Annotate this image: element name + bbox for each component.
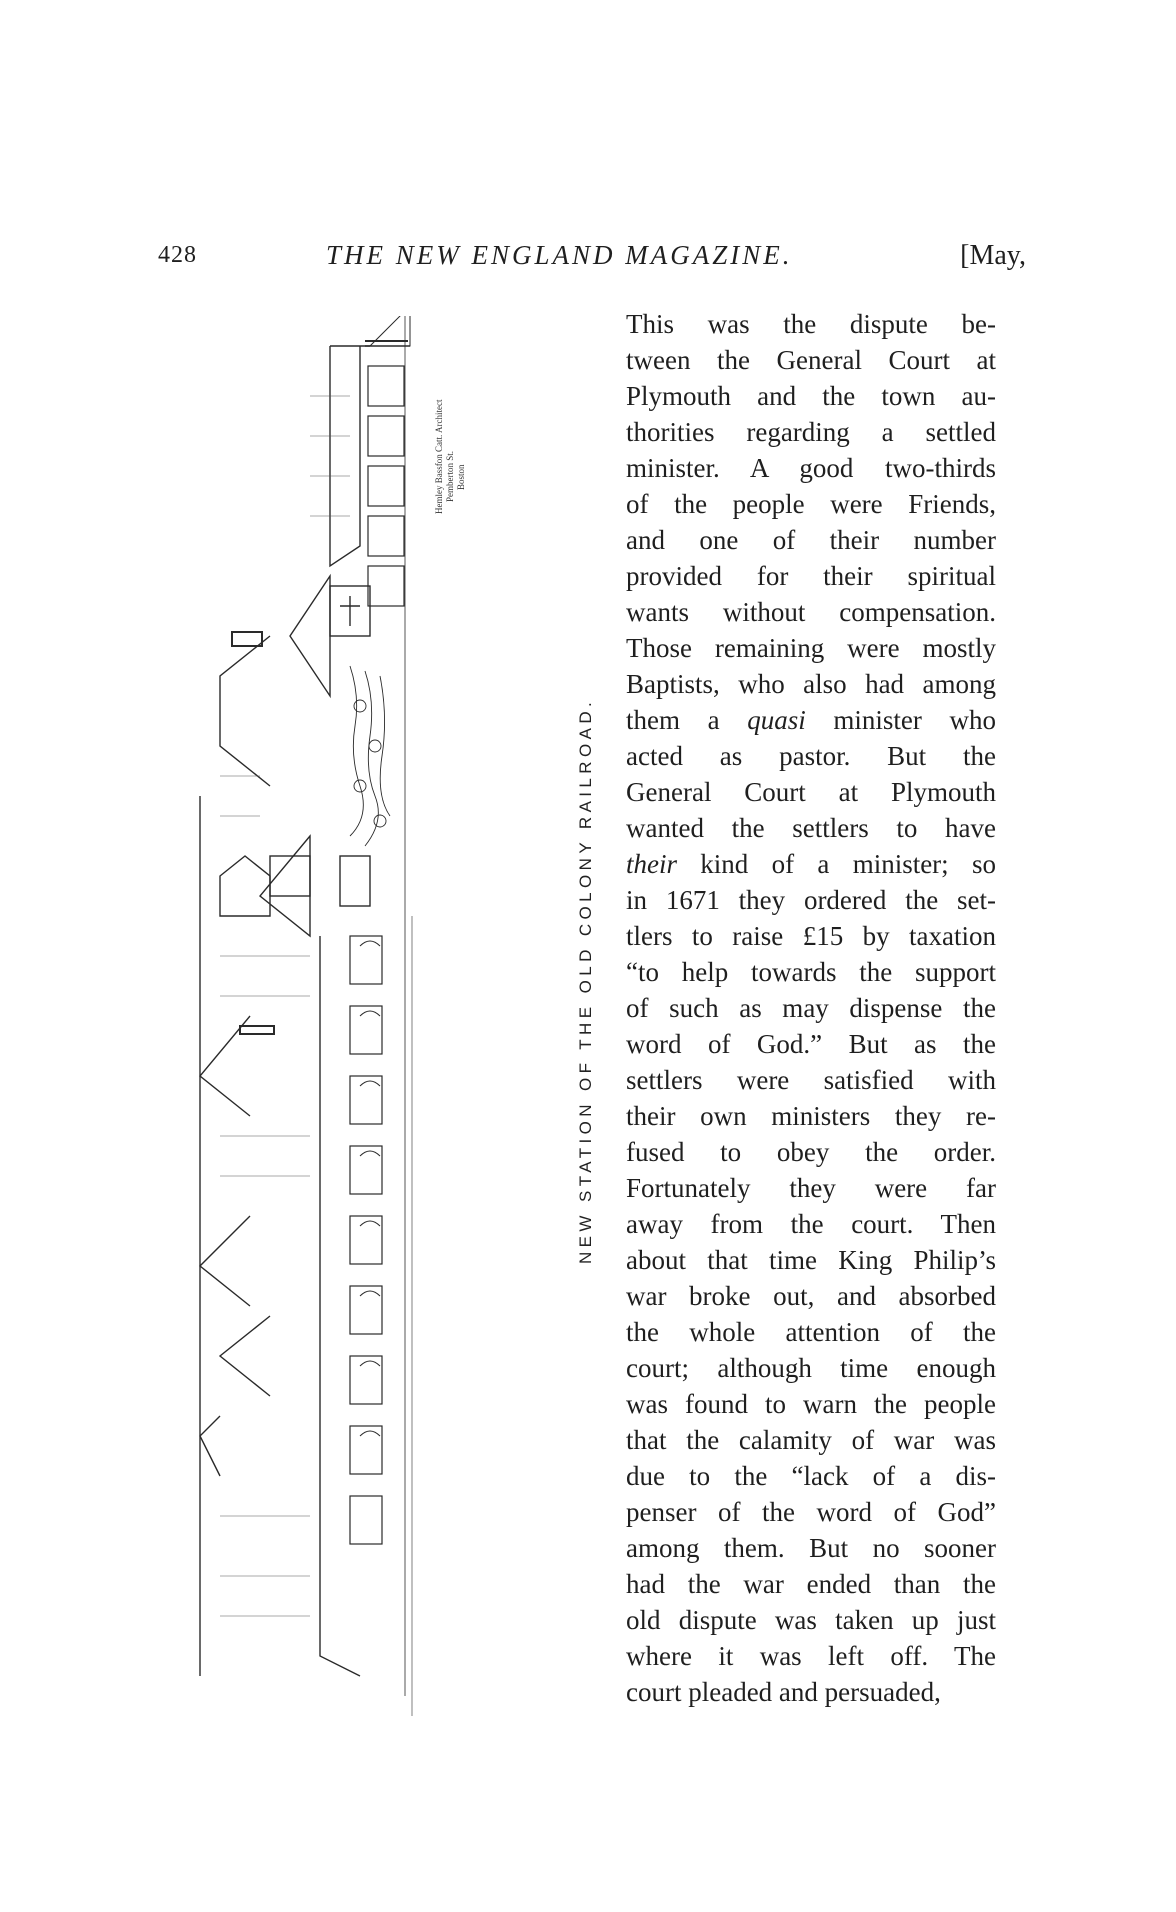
body-text-segment: about that time King Philip’s xyxy=(626,1245,996,1275)
body-text-segment: them a xyxy=(626,705,748,735)
body-text-line xyxy=(626,882,996,918)
engraving-credit-line-3: Boston xyxy=(456,464,466,490)
body-text-segment: due to the “lack of a dis- xyxy=(626,1461,996,1491)
body-text-line xyxy=(626,1098,996,1134)
body-text-segment: Plymouth and the town au- xyxy=(626,381,996,411)
body-text-segment: minister. A good two-thirds xyxy=(626,453,996,483)
body-text-segment: had the war ended than the xyxy=(626,1569,996,1599)
body-text-line xyxy=(626,846,996,882)
body-text-segment: of such as may dispense the xyxy=(626,993,996,1023)
page-number: 428 xyxy=(158,242,197,268)
body-text-line xyxy=(626,738,996,774)
body-text-emphasis: quasi xyxy=(747,705,806,735)
body-text-segment: was found to warn the people xyxy=(626,1389,996,1419)
body-text-segment: Those remaining were mostly xyxy=(626,633,996,663)
body-text-segment: provided for their spiritual xyxy=(626,561,996,591)
body-text-line xyxy=(626,1278,996,1314)
body-text-segment: their own ministers they re- xyxy=(626,1101,996,1131)
body-text-line xyxy=(626,918,996,954)
body-text-line xyxy=(626,666,996,702)
body-text-segment: acted as pastor. But the xyxy=(626,741,996,771)
body-text-segment: war broke out, and absorbed xyxy=(626,1281,996,1311)
body-text-line xyxy=(626,630,996,666)
body-text-line xyxy=(626,306,996,342)
body-text-line xyxy=(626,1242,996,1278)
running-header xyxy=(158,240,1026,284)
body-text-line xyxy=(626,1170,996,1206)
body-text-line xyxy=(626,1062,996,1098)
body-text-line xyxy=(626,774,996,810)
body-text-segment: wants without compensation. xyxy=(626,597,996,627)
body-text-segment: General Court at Plymouth xyxy=(626,777,996,807)
body-text-line xyxy=(626,1206,996,1242)
body-text-line xyxy=(626,1494,996,1530)
body-text-line xyxy=(626,1530,996,1566)
body-text-segment: where it was left off. The xyxy=(626,1641,996,1671)
body-text-segment: settlers were satisfied with xyxy=(626,1065,996,1095)
body-text-line xyxy=(626,486,996,522)
body-text-line xyxy=(626,1386,996,1422)
body-text-segment: minister who xyxy=(805,705,996,735)
running-title: THE NEW ENGLAND MAGAZINE. xyxy=(326,240,793,270)
body-text-column xyxy=(626,306,996,1710)
body-text-line xyxy=(626,558,996,594)
body-text-segment: the whole attention of the xyxy=(626,1317,996,1347)
body-text-line xyxy=(626,450,996,486)
body-text-line xyxy=(626,1674,996,1710)
body-text-segment: tween the General Court at xyxy=(626,345,996,375)
body-text-segment: court pleaded and persuaded, xyxy=(626,1677,941,1707)
body-text-line xyxy=(626,1026,996,1062)
body-text-line xyxy=(626,342,996,378)
body-text-segment: wanted the settlers to have xyxy=(626,813,996,843)
body-text-segment: away from the court. Then xyxy=(626,1209,996,1239)
body-text-line xyxy=(626,1314,996,1350)
body-text-line xyxy=(626,702,996,738)
body-text-segment: in 1671 they ordered the set- xyxy=(626,885,996,915)
illustration-caption: NEW STATION OF THE OLD COLONY RAILROAD. xyxy=(576,697,595,1264)
body-text-segment: old dispute was taken up just xyxy=(626,1605,996,1635)
body-text-segment: penser of the word of God” xyxy=(626,1497,996,1527)
body-text-line xyxy=(626,378,996,414)
body-text-emphasis: their xyxy=(626,849,677,879)
station-engraving-drawing xyxy=(160,316,630,1716)
body-text-segment: kind of a minister; so xyxy=(677,849,996,879)
body-text-line xyxy=(626,810,996,846)
body-text-segment: word of God.” But as the xyxy=(626,1029,996,1059)
body-text-line xyxy=(626,1638,996,1674)
body-text-line xyxy=(626,1350,996,1386)
engraving-credit-line-2: Pemberton St. xyxy=(445,451,455,502)
body-text-line xyxy=(626,990,996,1026)
body-text-segment: tlers to raise £15 by taxation xyxy=(626,921,996,951)
body-text-segment: and one of their number xyxy=(626,525,996,555)
body-text-segment: that the calamity of war was xyxy=(626,1425,996,1455)
body-text-segment: thorities regarding a settled xyxy=(626,417,996,447)
body-text-segment: Baptists, who also had among xyxy=(626,669,996,699)
body-text-line xyxy=(626,1458,996,1494)
body-text-segment: of the people were Friends, xyxy=(626,489,996,519)
body-text-segment: among them. But no sooner xyxy=(626,1533,996,1563)
engraving-credit-line-1: Hemley Bassfon Catt. Architect xyxy=(434,399,444,514)
body-text-line xyxy=(626,1422,996,1458)
body-text-segment: This was the dispute be- xyxy=(626,309,996,339)
body-text-line xyxy=(626,1602,996,1638)
body-text-line xyxy=(626,1566,996,1602)
body-text-segment: “to help towards the support xyxy=(626,957,996,987)
issue-month: [May, xyxy=(960,240,1026,271)
body-text-line xyxy=(626,1134,996,1170)
body-text-line xyxy=(626,954,996,990)
body-text-segment: court; although time enough xyxy=(626,1353,996,1383)
body-text-segment: Fortunately they were far xyxy=(626,1173,996,1203)
body-text-line xyxy=(626,594,996,630)
body-text-line xyxy=(626,522,996,558)
body-text-line xyxy=(626,414,996,450)
body-text-segment: fused to obey the order. xyxy=(626,1137,996,1167)
station-engraving xyxy=(160,316,630,1716)
